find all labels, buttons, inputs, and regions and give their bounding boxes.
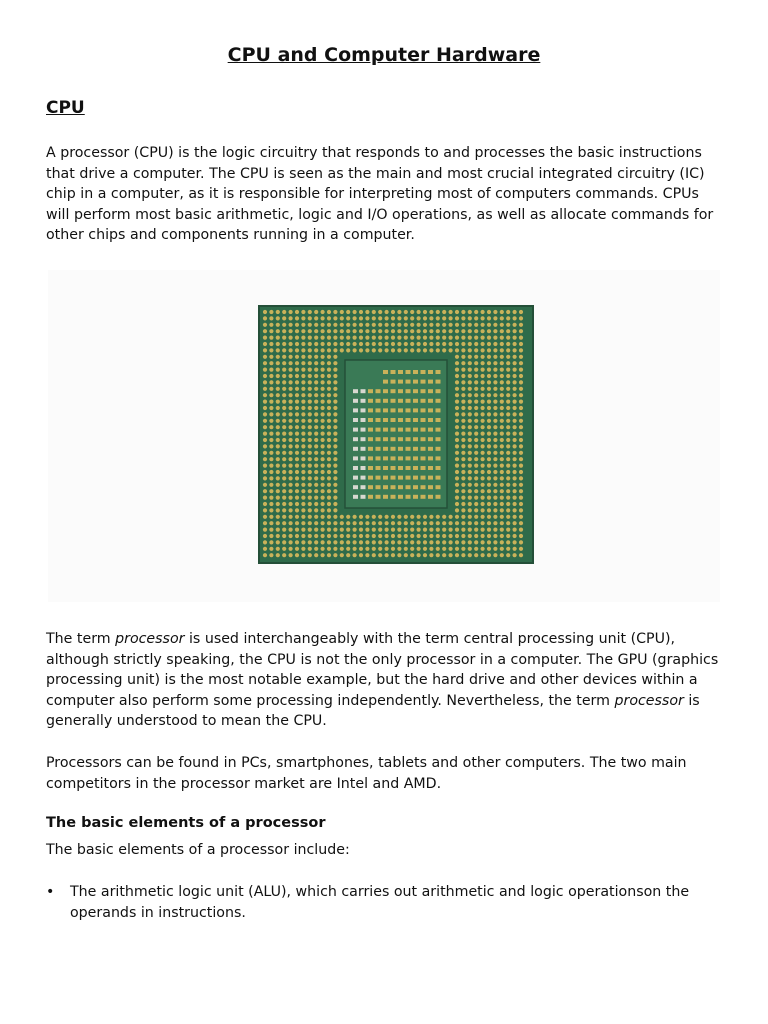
paragraph-elements-intro: The basic elements of a processor include: [46, 842, 350, 858]
cpu-chip-illustration [48, 270, 720, 602]
paragraph-cpu-definition: A processor (CPU) is the logic circuitry that responds to and processes the basic instructions that drive a computer. The CPU is seen as the main and most crucial integrated circuitry (IC) chip in a computer, as it is responsible for interpreting most of computers commands. CPUs will perform most basic arithmetic, logic and I/O operations, as well as allocate commands for other chips and components running in a computer. [46, 145, 714, 243]
paragraph-processor-market: Processors can be found in PCs, smartphones, tablets and other computers. The two main competitors in the processor market are Intel and AMD. [46, 755, 687, 792]
document-title: CPU and Computer Hardware [227, 44, 541, 66]
paragraph-processor-term: The term processor is used interchangeably with the term central processing unit (CPU), although strictly speaking, the CPU is not the only processor in a computer. The GPU (graphics processing unit) is the most notable example, but the hard drive and other devices within a computer also perform some processing independently. Nevertheless, the term processor is generally understood to mean the CPU. [46, 631, 719, 729]
section-heading-cpu: CPU [46, 98, 85, 118]
bullet-icon: • [46, 884, 55, 900]
cpu-image [48, 270, 720, 602]
elements-list [46, 882, 726, 923]
subheading-basic-elements: The basic elements of a processor [46, 815, 326, 831]
list-item: • The arithmetic logic unit (ALU), which carries out arithmetic and logic operationson the operands in instructions. [46, 884, 690, 921]
